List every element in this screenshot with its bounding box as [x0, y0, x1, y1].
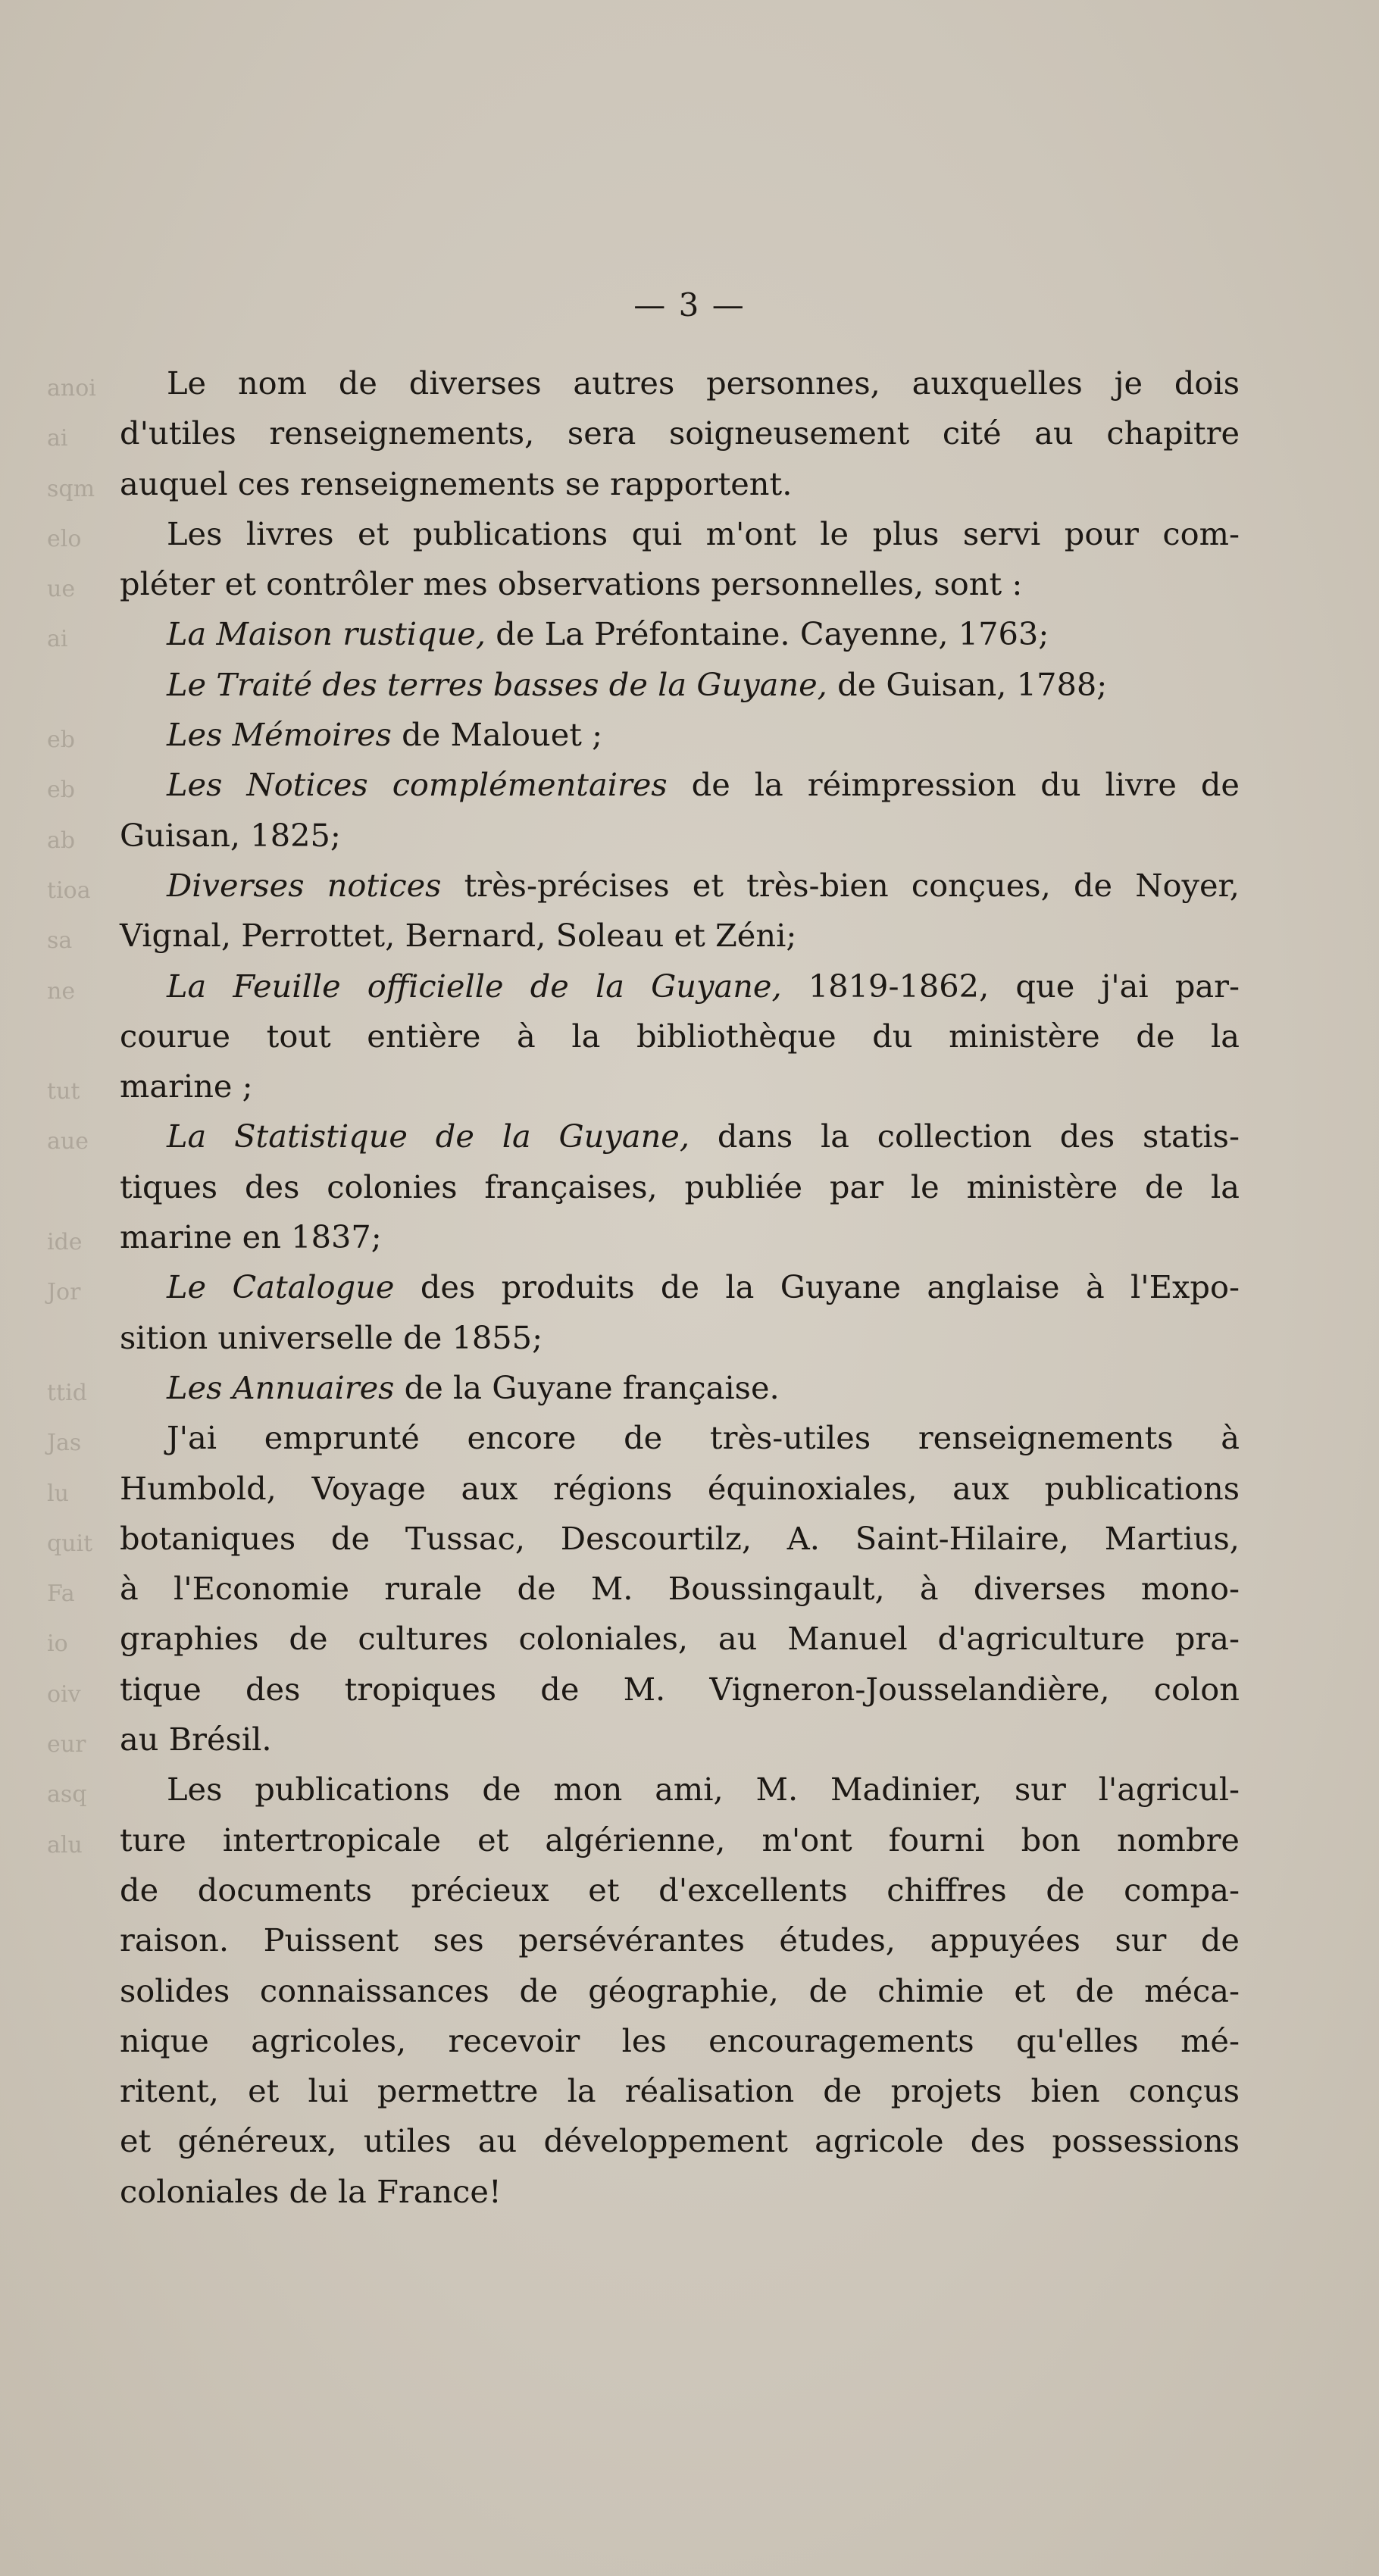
text-line [120, 1464, 1240, 1514]
text-line [120, 2167, 1240, 2217]
text-line [120, 1061, 1240, 1111]
italic-title: La Statistique de la Guyane, [167, 1118, 690, 1155]
text-line [120, 1665, 1240, 1715]
text-run: de Malouet ; [391, 716, 603, 754]
text-line [120, 358, 1240, 408]
text-line [120, 2066, 1240, 2116]
text-run: ture intertropicale et algérienne, m'ont fourni bon nombre [120, 1821, 1240, 1859]
text-line [120, 811, 1240, 861]
text-line [120, 1363, 1240, 1413]
text-run: Les livres et publications qui m'ont le plus servi pour com- [167, 514, 1240, 552]
text-line [120, 1514, 1240, 1564]
text-line [120, 1614, 1240, 1664]
text-run: au Brésil. [120, 1721, 272, 1758]
text-run: marine ; [120, 1068, 253, 1105]
bleed-through-text: anoi ai sqm elo ue ai eb eb ab tioa sa ne tut aue ide Jor ttid Jas lu quit Fa io oiv eur asq alu [47, 375, 96, 1859]
text-run: de documents précieux et d'excellents chiffres de compa- [120, 1871, 1240, 1909]
italic-title: Diverses notices [167, 866, 442, 904]
text-run: Guisan, 1825; [120, 816, 341, 854]
italic-title: La Feuille officielle de la Guyane, [167, 967, 782, 1005]
text-run: Humbold, Voyage aux régions équinoxiales, aux publications [120, 1469, 1240, 1507]
text-run: courue tout entière à la bibliothèque du ministère de la [120, 1017, 1240, 1055]
text-run: des produits de la Guyane anglaise à l'Expo- [394, 1268, 1240, 1306]
italic-title: La Maison rustique, [167, 615, 486, 653]
text-run: Le nom de diverses autres personnes, auxquelles je dois [167, 364, 1240, 402]
text-line [120, 1413, 1240, 1463]
text-line [120, 459, 1240, 509]
italic-title: Le Catalogue [167, 1268, 395, 1306]
italic-title: Les Notices complémentaires [167, 766, 668, 804]
text-run: solides connaissances de géographie, de chimie et de méca- [120, 1971, 1240, 2009]
text-line [120, 1162, 1240, 1212]
text-line [120, 1262, 1240, 1312]
text-run: sition universelle de 1855; [120, 1318, 543, 1356]
text-line [120, 1212, 1240, 1262]
italic-title: Les Mémoires [167, 716, 392, 754]
body-text [120, 358, 1240, 2217]
text-line [120, 609, 1240, 659]
text-run: de La Préfontaine. Cayenne, 1763; [486, 615, 1049, 653]
text-run: dans la collection des statis- [690, 1118, 1240, 1155]
text-run: raison. Puissent ses persévérantes études, appuyées sur de [120, 1921, 1240, 1959]
text-run: nique agricoles, recevoir les encouragements qu'elles mé- [120, 2021, 1240, 2059]
text-run: J'ai emprunté encore de très-utiles renseignements à [167, 1419, 1240, 1457]
text-run: très-précises et très-bien conçues, de Noyer, [441, 866, 1240, 904]
italic-title: Le Traité des terres basses de la Guyane, [167, 665, 827, 703]
text-run: graphies de cultures coloniales, au Manuel d'agriculture pra- [120, 1620, 1240, 1658]
text-line [120, 2016, 1240, 2066]
text-line [120, 509, 1240, 559]
text-run: Les publications de mon ami, M. Madinier, sur l'agricul- [167, 1771, 1240, 1809]
text-run: botaniques de Tussac, Descourtilz, A. Saint-Hilaire, Martius, [120, 1519, 1240, 1557]
text-line [120, 559, 1240, 609]
text-line [120, 1865, 1240, 1915]
text-line [120, 1715, 1240, 1765]
text-run: marine en 1837; [120, 1218, 382, 1256]
text-line [120, 1011, 1240, 1061]
text-run: coloniales de la France! [120, 2172, 502, 2210]
text-line [120, 1111, 1240, 1161]
text-line [120, 1966, 1240, 2016]
text-line [120, 1564, 1240, 1614]
text-line [120, 408, 1240, 458]
text-run: d'utiles renseignements, sera soigneusement cité au chapitre [120, 414, 1240, 452]
text-run: de la réimpression du livre de [667, 766, 1240, 804]
text-line [120, 1815, 1240, 1865]
text-run: de Guisan, 1788; [827, 665, 1108, 703]
page-number: — 3 — [633, 286, 746, 324]
text-run: auquel ces renseignements se rapportent. [120, 464, 793, 502]
text-line [120, 1765, 1240, 1815]
text-run: pléter et contrôler mes observations personnelles, sont : [120, 565, 1023, 603]
text-line [120, 2116, 1240, 2166]
text-run: tique des tropiques de M. Vigneron-Jousselandière, colon [120, 1670, 1240, 1708]
text-run: ritent, et lui permettre la réalisation de projets bien conçus [120, 2072, 1240, 2110]
text-run: tiques des colonies françaises, publiée par le ministère de la [120, 1168, 1240, 1205]
text-line [120, 861, 1240, 911]
text-run: et généreux, utiles au développement agricole des possessions [120, 2122, 1240, 2160]
text-line [120, 961, 1240, 1011]
text-run: à l'Economie rurale de M. Boussingault, à diverses mono- [120, 1570, 1240, 1608]
text-run: de la Guyane française. [394, 1368, 780, 1406]
text-run: 1819-1862, que j'ai par- [781, 967, 1240, 1005]
text-line [120, 1313, 1240, 1363]
text-line [120, 760, 1240, 810]
italic-title: Les Annuaires [167, 1368, 395, 1406]
text-run: Vignal, Perrottet, Bernard, Soleau et Zéni; [120, 917, 797, 955]
text-line [120, 710, 1240, 760]
text-line [120, 660, 1240, 710]
text-line [120, 1915, 1240, 1965]
text-line [120, 911, 1240, 961]
